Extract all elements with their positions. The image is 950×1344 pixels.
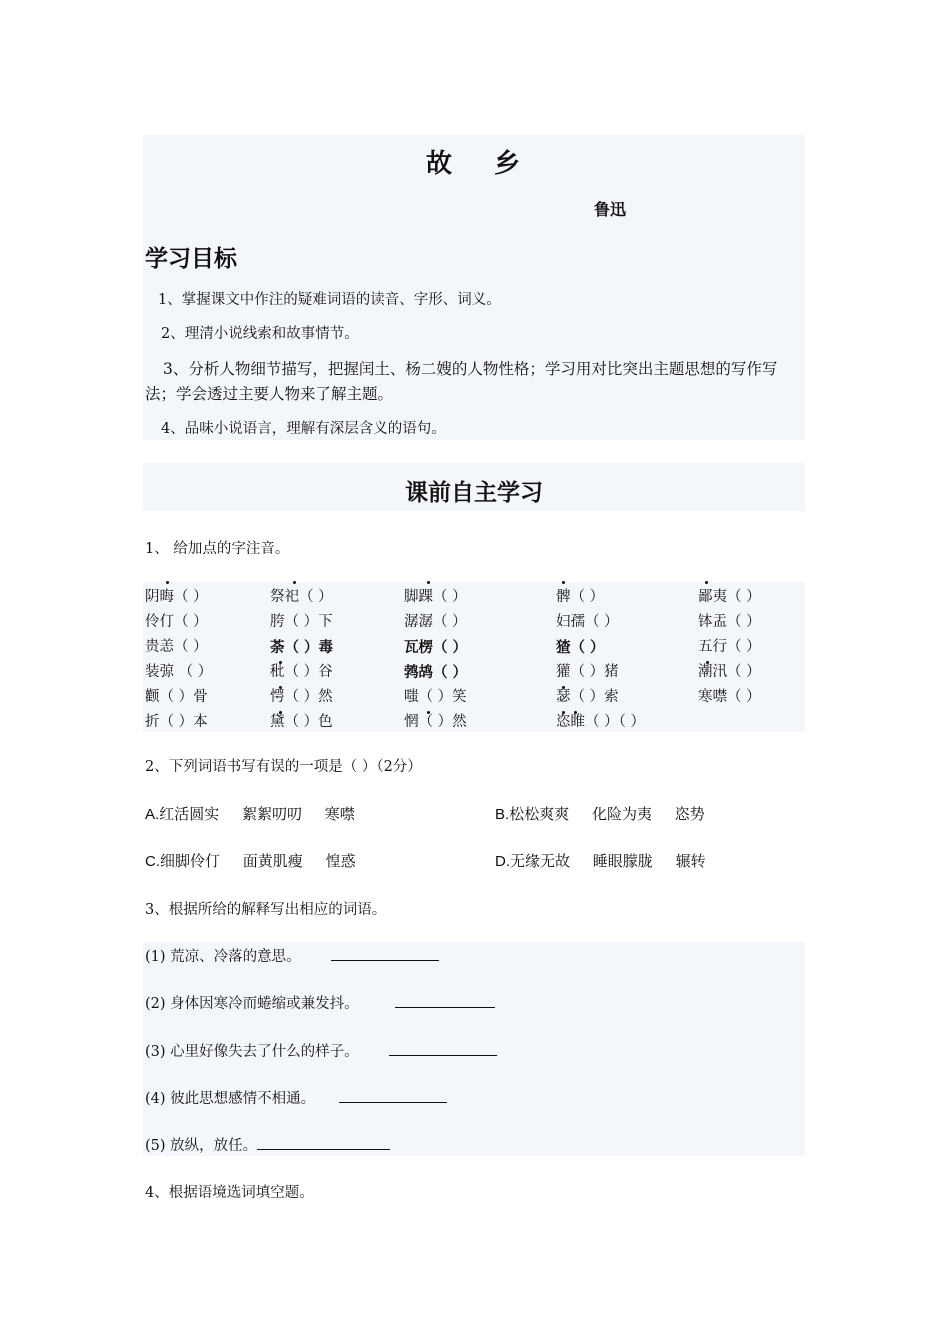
definition-item-3 [145, 1040, 497, 1064]
option-a-word-2: 絮絮叨叨 [241, 805, 302, 823]
pinyin-cell[interactable]: 妇孺（ ） [556, 614, 619, 630]
emphasis-dot [427, 581, 430, 584]
pinyin-cell[interactable]: 脚踝（ ） [404, 589, 467, 605]
preview-heading: 课前自主学习 [405, 480, 543, 506]
pinyin-cell[interactable]: 贵恙（ ） [145, 639, 208, 655]
pinyin-cell[interactable]: 秕（ ）谷 [270, 664, 333, 680]
emphasis-dot [562, 686, 565, 689]
pinyin-cell[interactable]: 五行（ ） [698, 639, 761, 655]
option-d-letter: D. [495, 853, 510, 870]
definition-item-5 [145, 1134, 390, 1158]
pinyin-cell[interactable]: 寒噤（ ） [698, 689, 761, 705]
emphasis-dot [293, 581, 296, 584]
pinyin-cell[interactable]: 恣睢（ ）（ ） [556, 714, 645, 730]
option-a [145, 803, 355, 824]
definition-text-3: (3) 心里好像失去了什么的样子。 [145, 1044, 359, 1060]
answer-blank-4[interactable] [339, 1088, 447, 1103]
pinyin-cell[interactable]: 阴晦（ ） [145, 589, 208, 605]
pinyin-cell[interactable]: 瑟（ ）索 [556, 689, 619, 705]
emphasis-dot [562, 711, 565, 714]
goals-heading: 学习目标 [145, 246, 237, 272]
definition-text-1: (1) 荒凉、冷落的意思。 [145, 949, 301, 965]
emphasis-dot [562, 581, 565, 584]
emphasis-dot [427, 711, 430, 714]
pinyin-cell[interactable]: 伶仃（ ） [145, 614, 208, 630]
emphasis-dot [279, 711, 282, 714]
pinyin-cell[interactable]: 鄙夷（ ） [698, 589, 761, 605]
definition-item-2 [145, 992, 495, 1016]
option-d-word-3: 辗转 [675, 852, 706, 870]
goal-item-2: 2、理清小说线索和故事情节。 [161, 326, 359, 342]
pinyin-cell[interactable]: 祭祀（ ） [270, 589, 333, 605]
pinyin-cell[interactable]: 荼（ ）毒 [270, 639, 334, 656]
option-d-word-2: 睡眼朦胧 [592, 852, 653, 870]
pinyin-cell[interactable]: 獾（ ）猪 [556, 664, 619, 680]
pinyin-cell[interactable]: 惘（ ）然 [404, 714, 467, 730]
pinyin-cell[interactable]: 胯（ ）下 [270, 614, 333, 630]
pinyin-cell[interactable]: 嗤（ ）笑 [404, 689, 467, 705]
q3-prompt: 3、根据所给的解释写出相应的词语。 [145, 902, 387, 918]
option-c-word-3: 惶惑 [325, 852, 356, 870]
option-d [495, 850, 706, 871]
pinyin-cell[interactable]: 猹（ ） [556, 639, 605, 656]
pinyin-cell[interactable]: 瓦楞（ ） [404, 639, 468, 656]
emphasis-dot [705, 581, 708, 584]
pinyin-cell[interactable]: 鹁鸪（ ） [404, 664, 468, 681]
definition-item-1 [145, 945, 439, 969]
pinyin-cell[interactable]: 黛（ ）色 [270, 714, 333, 730]
answer-blank-5[interactable] [257, 1135, 390, 1150]
emphasis-dot [279, 686, 282, 689]
pinyin-cell[interactable]: 潺潺（ ） [404, 614, 467, 630]
option-c-letter: C. [145, 853, 160, 870]
goal-item-1: 1、掌握课文中作注的疑难词语的读音、字形、词义。 [158, 292, 501, 308]
option-b [495, 803, 705, 824]
answer-blank-1[interactable] [331, 946, 439, 961]
goal-item-4: 4、品味小说语言，理解有深层含义的语句。 [161, 421, 446, 437]
pinyin-cell[interactable]: 折（ ）本 [145, 714, 208, 730]
emphasis-dot [166, 581, 169, 584]
emphasis-dot [574, 711, 577, 714]
option-b-word-2: 化险为夷 [591, 805, 652, 823]
option-a-letter: A. [145, 806, 160, 823]
q1-prompt: 1、 给加点的字注音。 [145, 541, 290, 557]
option-c-word-1: 细脚伶仃 [160, 852, 221, 870]
pinyin-cell[interactable]: 髀（ ） [556, 589, 605, 605]
option-a-word-1: 红活圆实 [159, 805, 220, 823]
page-title [143, 143, 805, 180]
answer-blank-3[interactable] [389, 1041, 497, 1056]
definition-text-5: (5) 放纵，放任。 [145, 1138, 258, 1154]
option-b-word-1: 松松爽爽 [509, 805, 570, 823]
pinyin-cell[interactable]: 钵盂（ ） [698, 614, 761, 630]
option-c [145, 850, 356, 871]
option-b-word-3: 恣势 [674, 805, 705, 823]
pinyin-cell[interactable]: 颧（ ）骨 [145, 689, 208, 705]
q2-prompt: 2、下列词语书写有误的一项是（ ）（2分） [145, 759, 422, 775]
option-d-word-1: 无缘无故 [510, 852, 571, 870]
pinyin-cell[interactable]: 潮汛（ ） [698, 664, 761, 680]
title-right-char: 乡 [494, 149, 523, 179]
emphasis-dot [706, 661, 709, 664]
title-left-char: 故 [425, 149, 454, 179]
option-b-letter: B. [495, 806, 510, 823]
option-c-word-2: 面黄肌瘦 [242, 852, 303, 870]
answer-blank-2[interactable] [395, 993, 495, 1008]
option-a-word-3: 寒噤 [324, 805, 355, 823]
definition-text-4: (4) 彼此思想感情不相通。 [145, 1091, 316, 1107]
definition-text-2: (2) 身体因寒冷而蜷缩或兼发抖。 [145, 996, 359, 1012]
emphasis-dot [279, 661, 282, 664]
q4-prompt: 4、根据语境选词填空题。 [145, 1185, 314, 1201]
pinyin-cell[interactable]: 愕（ ）然 [270, 689, 333, 705]
pinyin-cell[interactable]: 装弶 （ ） [145, 664, 213, 680]
goal-item-3: 3、分析人物细节描写，把握闰土、杨二嫂的人物性格；学习用对比突出主题思想的写作写法；学会透过主要人物来了解主题。 [145, 360, 778, 403]
author: 鲁迅 [594, 200, 627, 219]
definition-item-4 [145, 1087, 447, 1111]
